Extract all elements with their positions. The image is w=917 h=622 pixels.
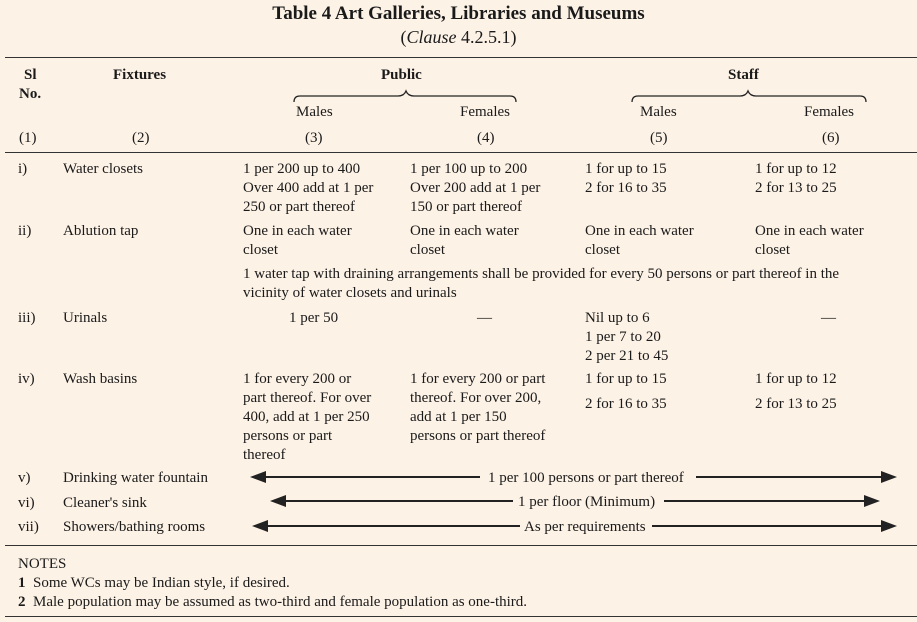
header-staff: Staff bbox=[728, 67, 759, 83]
row-6-sl: vi) bbox=[18, 495, 35, 511]
col-num-4: (4) bbox=[477, 130, 495, 146]
header-public: Public bbox=[381, 67, 422, 83]
staff-brace bbox=[632, 91, 866, 102]
row-3-sl: iii) bbox=[18, 310, 36, 326]
row-1-fixture: Water closets bbox=[63, 161, 144, 177]
row-6-fixture: Cleaner's sink bbox=[63, 495, 147, 511]
row-1-staff-females: 1 for up to 12 2 for 13 to 25 bbox=[755, 161, 837, 196]
page-bottom-rule bbox=[5, 616, 917, 617]
col-num-2: (2) bbox=[132, 130, 150, 146]
header-staff-males: Males bbox=[640, 104, 677, 120]
table-subtitle: (Clause 4.2.5.1) bbox=[400, 27, 517, 47]
row-1-public-females: 1 per 100 up to 200 Over 200 add at 1 per 150 or part thereof bbox=[410, 161, 541, 215]
col-num-3: (3) bbox=[305, 130, 323, 146]
row-2-fixture: Ablution tap bbox=[63, 223, 139, 239]
row-2-staff-males: One in each water closet bbox=[585, 223, 694, 258]
row-6-span: 1 per floor (Minimum) bbox=[518, 494, 656, 510]
table-title: Table 4 Art Galleries, Libraries and Museums bbox=[272, 3, 645, 24]
row-3-staff-females: — bbox=[821, 310, 836, 326]
row-2-public-males: One in each water closet bbox=[243, 223, 352, 258]
row-2-public-females: One in each water closet bbox=[410, 223, 519, 258]
row-5-span: 1 per 100 persons or part thereof bbox=[488, 470, 684, 486]
note-2: 2 Male population may be assumed as two-third and female population as one-third. bbox=[18, 594, 528, 610]
row-7-sl: vii) bbox=[18, 519, 39, 535]
row-3-public-females: — bbox=[477, 310, 492, 326]
row-4-sl: iv) bbox=[18, 371, 35, 387]
row-4-staff-females: 1 for up to 12 2 for 13 to 25 bbox=[755, 371, 837, 412]
row-3-fixture: Urinals bbox=[63, 310, 108, 326]
col-num-5: (5) bbox=[650, 130, 668, 146]
row-1-staff-males: 1 for up to 15 2 for 16 to 35 bbox=[585, 161, 667, 196]
row-4-fixture: Wash basins bbox=[63, 371, 138, 387]
row-5-sl: v) bbox=[18, 470, 31, 486]
row-2-staff-females: One in each water closet bbox=[755, 223, 864, 258]
row-3-staff-males: Nil up to 6 1 per 7 to 20 2 per 21 to 45 bbox=[585, 310, 669, 364]
public-brace bbox=[294, 91, 516, 102]
row-7-fixture: Showers/bathing rooms bbox=[63, 519, 206, 535]
row-1-sl: i) bbox=[18, 161, 28, 177]
row-4-staff-males: 1 for up to 15 2 for 16 to 35 bbox=[585, 371, 667, 412]
row-2-sl: ii) bbox=[18, 223, 32, 239]
row-4-public-females: 1 for every 200 or part thereof. For over 200, add at 1 per 150 persons or part thereof bbox=[410, 371, 546, 444]
row-7-span: As per requirements bbox=[524, 519, 646, 535]
row-4-public-males: 1 for every 200 or part thereof. For over 400, add at 1 per 250 persons or part thereof bbox=[243, 371, 372, 463]
header-staff-females: Females bbox=[804, 104, 854, 120]
row-3-public-males: 1 per 50 bbox=[289, 310, 339, 326]
col-num-1: (1) bbox=[19, 130, 37, 146]
header-public-females: Females bbox=[460, 104, 510, 120]
row-5-fixture: Drinking water fountain bbox=[63, 470, 208, 486]
row-5-arrowhead-left bbox=[250, 471, 266, 483]
row-7-arrowhead-right bbox=[881, 520, 897, 532]
col-num-6: (6) bbox=[822, 130, 840, 146]
header-fixtures: Fixtures bbox=[113, 67, 167, 83]
row-2-span-note: 1 water tap with draining arrangements shall be provided for every 50 persons or part thereof in the vicinity of water closets and urinals bbox=[243, 266, 840, 301]
row-7-arrowhead-left bbox=[252, 520, 268, 532]
notes-heading: NOTES bbox=[18, 556, 67, 572]
row-6-arrowhead-right bbox=[864, 495, 880, 507]
table-bottom-rule bbox=[5, 545, 917, 546]
header-no: No. bbox=[19, 86, 42, 102]
row-6-arrowhead-left bbox=[270, 495, 286, 507]
header-sl: Sl bbox=[24, 67, 37, 83]
row-5-arrowhead-right bbox=[881, 471, 897, 483]
header-public-males: Males bbox=[296, 104, 333, 120]
note-1: 1 Some WCs may be Indian style, if desired. bbox=[18, 575, 290, 591]
row-1-public-males: 1 per 200 up to 400 Over 400 add at 1 per 250 or part thereof bbox=[243, 161, 374, 215]
